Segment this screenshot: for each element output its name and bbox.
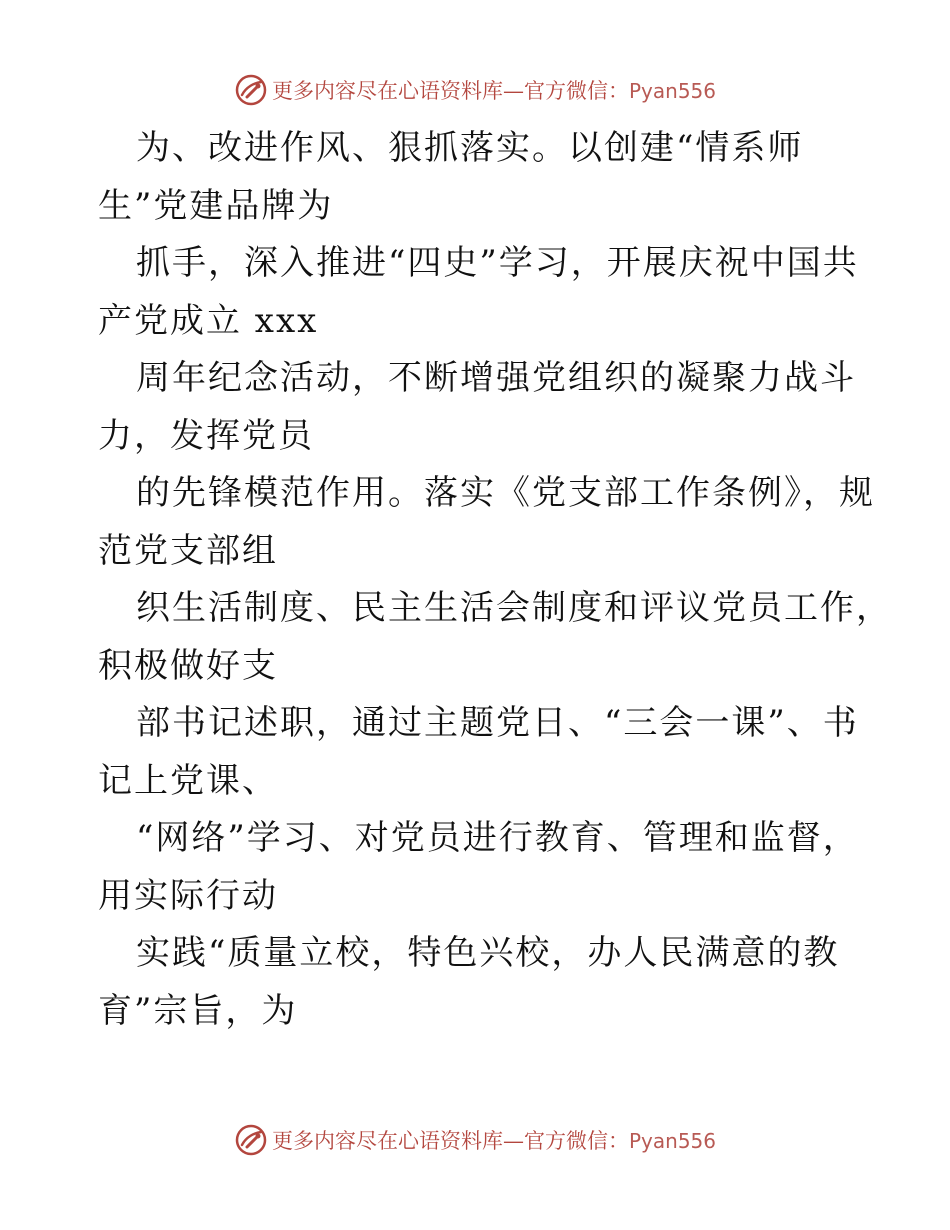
- footer-watermark: [0, 1120, 950, 1160]
- text-line: 的先锋模范作用。落实《党支部工作条例》，规: [136, 473, 875, 513]
- text-line: 记上党课、: [98, 760, 278, 801]
- text-line: 产党成立 xxx: [98, 300, 319, 341]
- text-line: 实践“质量立校，特色兴校，办人民满意的教: [136, 933, 840, 973]
- text-line: 生”党建品牌为: [98, 185, 334, 226]
- header-watermark-text: 更多内容尽在心语资料库—官方微信：Pyan556: [271, 79, 716, 103]
- text-line: 抓手，深入推进“四史”学习，开展庆祝中国共: [136, 243, 859, 283]
- red-circle-logo-icon: [234, 73, 268, 107]
- text-line: 范党支部组: [98, 530, 278, 571]
- text-line: 为、改进作风、狠抓落实。以创建“情系师: [136, 128, 804, 168]
- text-line: 部书记述职，通过主题党日、“三会一课”、书: [136, 703, 859, 743]
- footer-watermark-text: 更多内容尽在心语资料库—官方微信：Pyan556: [271, 1129, 716, 1153]
- text-line: 周年纪念活动，不断增强党组织的凝聚力战斗: [136, 358, 856, 398]
- text-line: 织生活制度、民主生活会制度和评议党员工作，: [136, 588, 892, 628]
- text-line: 用实际行动: [98, 875, 278, 916]
- document-body: [98, 120, 892, 1040]
- text-line: 育”宗旨，为: [98, 990, 298, 1031]
- text-line: 积极做好支: [98, 645, 278, 686]
- red-circle-logo-icon: [234, 1123, 268, 1157]
- header-watermark: [0, 70, 950, 110]
- text-line: “网络”学习、对党员进行教育、管理和监督，: [136, 818, 859, 858]
- text-line: 力，发挥党员: [98, 415, 314, 456]
